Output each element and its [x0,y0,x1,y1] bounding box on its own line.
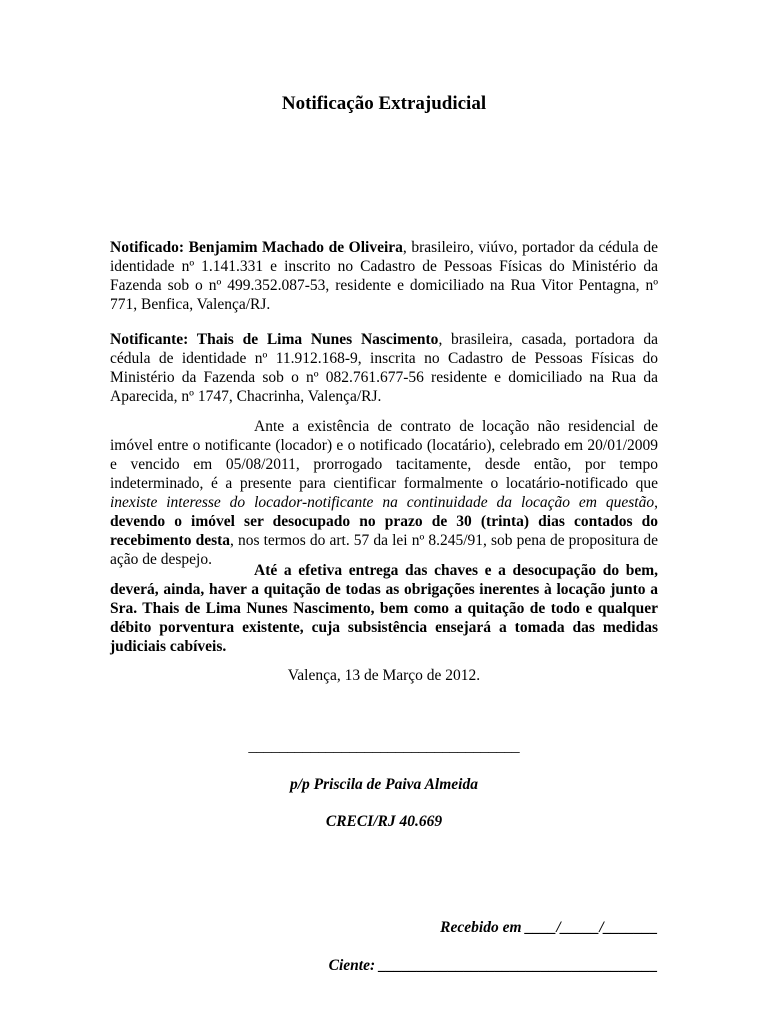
signer-name: p/p Priscila de Paiva Almeida [290,776,478,793]
body1-italic: inexiste interesse do locador-notificante na continuidade da locação em questão [110,494,655,511]
date-line: Valença, 13 de Março de 2012. [287,667,481,684]
received-line: Recebido em ____/_____/_______ [440,919,658,936]
signature-line: ___________________________________ [248,738,520,755]
notificado-label: Notificado: Benjamim Machado de Oliveira [110,239,403,256]
body-paragraph-2: Até a efetiva entrega das chaves e a desocupação do bem, deverá, ainda, haver a quitação de todas as obrigações inerentes à locação junto a Sra. Thais de Lima Nunes Nascimento, bem como a quitação de todo e qualquer débito porventura existente, cuja subsistência ensejará a tomada das medidas judiciais cabíveis. [110,562,658,655]
document-title: Notificação Extrajudicial [281,93,487,114]
notificante-text: , brasileira, casada, portadora da cédula de identidade nº 11.912.168-9, inscrita no Cadastro de Pessoas Físicas do Ministério da Fazenda sob o nº 082.761.677-56 residente e domiciliado na Rua da Aparecida, nº 1747, Chacrinha, Valença/RJ. [110,331,658,405]
ciente-line: Ciente: ____________________________________ [328,957,658,974]
notificado-text: , brasileiro, viúvo, portador da cédula de identidade nº 1.141.331 e inscrito no Cadastro de Pessoas Físicas do Ministério da Fazenda sob o nº 499.352.087-53, residente e domiciliado na Rua Vitor Pentagna, nº 771, Benfica, Valença/RJ. [110,239,658,313]
body1-part2: , [654,494,658,511]
creci-number: CRECI/RJ 40.669 [325,813,443,830]
body-paragraph-1 [110,417,658,569]
notificante-label: Notificante: Thais de Lima Nunes Nascimento [110,331,439,348]
body1-part3: , nos termos do art. 57 da lei nº 8.245/91, sob pena de propositura de ação de despejo. [110,532,658,568]
notificado-paragraph [110,238,658,314]
body1-part1: Ante a existência de contrato de locação não residencial de imóvel entre o notificante (locador) e o notificado (locatário), celebrado em 20/01/2009 e vencido em 05/08/2011, prorrogado tacitamente, desde então, por tempo indeterminado, é a presente para cientificar formalmente o locatário-notificado que [110,418,658,492]
notificante-paragraph [110,330,658,406]
body1-bold: devendo o imóvel ser desocupado no prazo de 30 (trinta) dias contados do recebimento desta [110,513,658,549]
